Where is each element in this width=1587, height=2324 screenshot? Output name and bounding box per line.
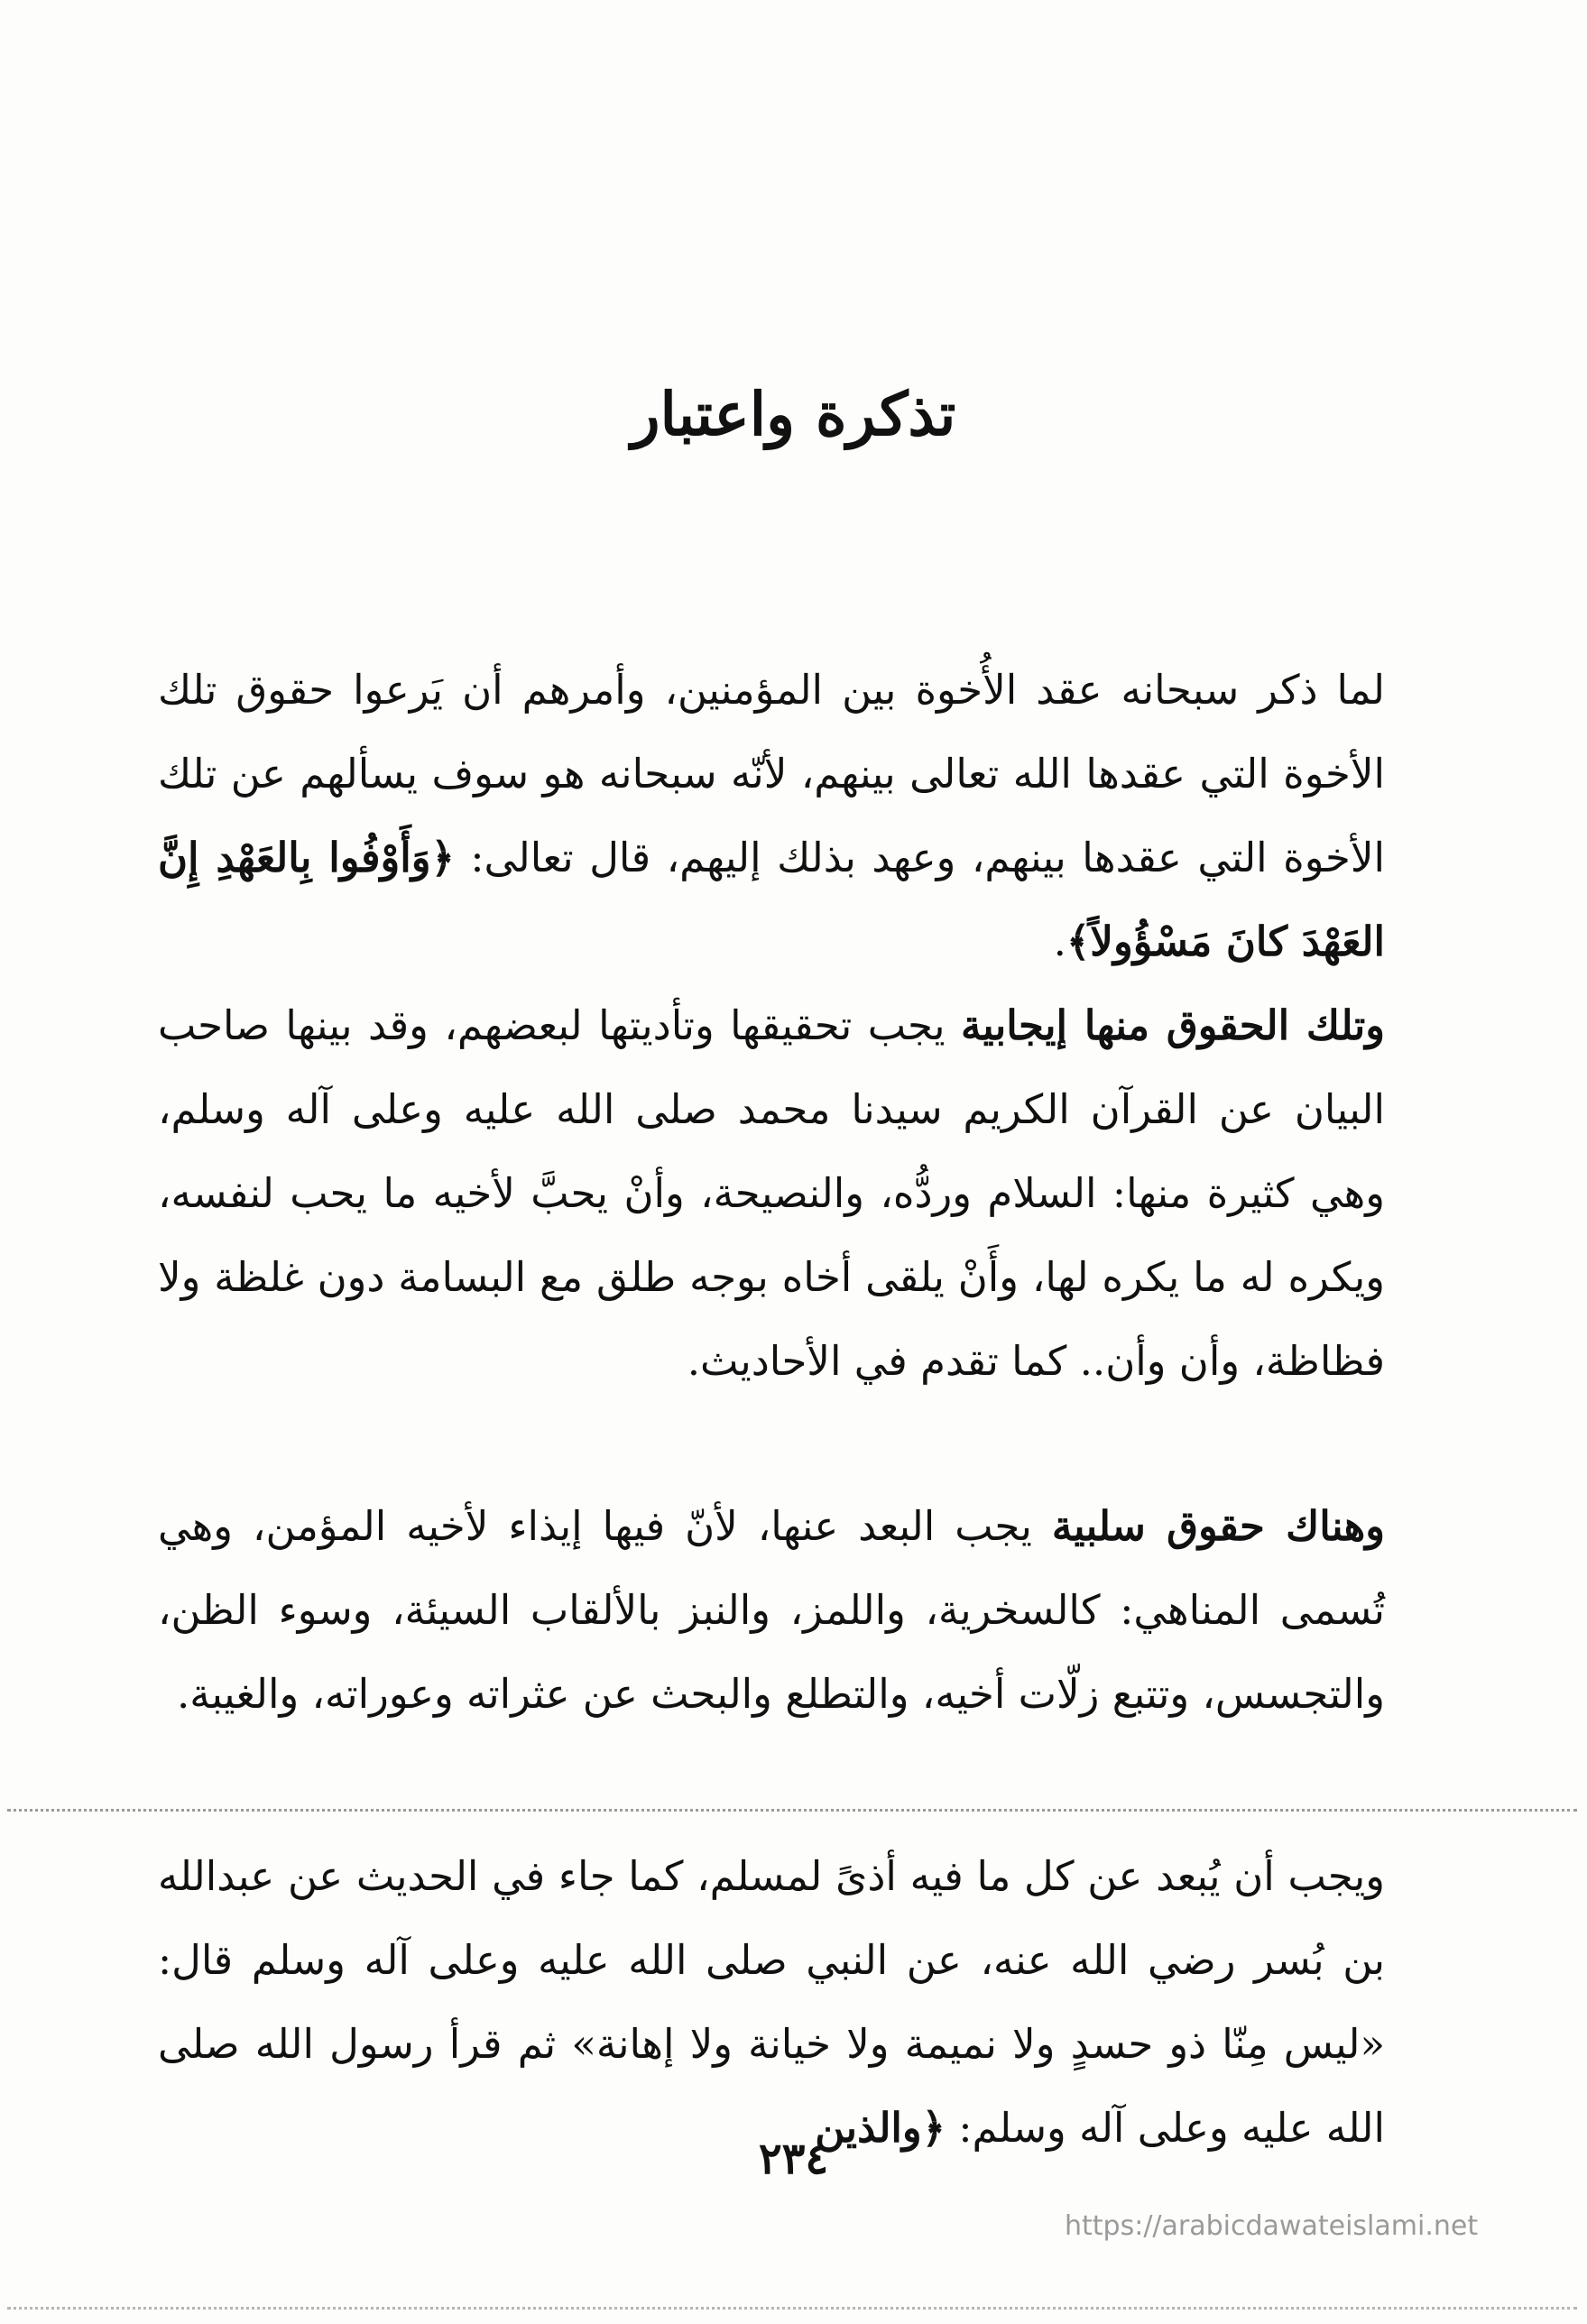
watermark-url: https://arabicdawateislami.net xyxy=(1065,2210,1479,2242)
paragraph-text: يجب تحقيقها وتأديتها لبعضهم، وقد بينها صاحب البيان عن القرآن الكريم سيدنا محمد صلى الله عليه وعلى آله وسلم، وهي كثيرة منها: السلام وردُّه، والنصيحة، وأنْ يحبَّ لأخيه ما يحب لنفسه، ويكره له ما يكره لها، وأَنْ يلقى أخاه بوجه طلق مع البسامة دون غلظة ولا فظاظة، وأن وأن.. كما تقدم في الأحاديث. xyxy=(158,1001,1385,1385)
page-number: ٢٣٤ xyxy=(758,2134,829,2184)
paragraph-1 xyxy=(158,648,1385,983)
paragraph-text: ويجب أن يُبعد عن كل ما فيه أذىً لمسلم، كما جاء في الحديث عن عبدالله بن بُسر رضي الله عنه، عن النبي صلى الله عليه وعلى آله وسلم قال: «ليس مِنّا ذو حسدٍ ولا نميمة ولا خيانة ولا إهانة» ثم قرأ رسول الله صلى الله عليه وعلى آله وسلم: xyxy=(158,1852,1386,2152)
paragraph-3 xyxy=(158,1484,1385,1736)
paragraph-lead-bold: وتلك الحقوق منها إيجابية xyxy=(961,1001,1385,1049)
quran-quote: ﴿والذين xyxy=(815,2104,946,2152)
page-title: تذكرة واعتبار xyxy=(631,379,956,449)
paragraph-text: لما ذكر سبحانه عقد الأُخوة بين المؤمنين، وأمرهم أن يَرعوا حقوق تلك الأخوة التي عقدها الله تعالى بينهم، لأنّه سبحانه هو سوف يسألهم عن تلك الأخوة التي عقدها بينهم، وعهد بذلك إليهم، قال تعالى: xyxy=(158,666,1385,881)
paragraph-end: . xyxy=(1053,918,1066,965)
paragraph-2 xyxy=(158,983,1385,1403)
scan-divider-line xyxy=(7,1809,1577,1812)
paragraph-text: يجب البعد عنها، لأنّ فيها إيذاء لأخيه المؤمن، وهي تُسمى المناهي: كالسخرية، واللمز، والنبز بالألقاب السيئة، وسوء الظن، والتجسس، وتتبع زلّات أخيه، والتطلع والبحث عن عثراته وعوراته، والغيبة. xyxy=(158,1502,1385,1718)
bottom-divider-line xyxy=(7,2307,1577,2310)
quran-quote: ﴿وَأَوْفُوا بِالعَهْدِ إِنَّ العَهْدَ كانَ مَسْؤُولاً﴾ xyxy=(158,834,1385,965)
paragraph-4 xyxy=(158,1834,1385,2170)
paragraph-lead-bold: وهناك حقوق سلبية xyxy=(1051,1502,1385,1550)
